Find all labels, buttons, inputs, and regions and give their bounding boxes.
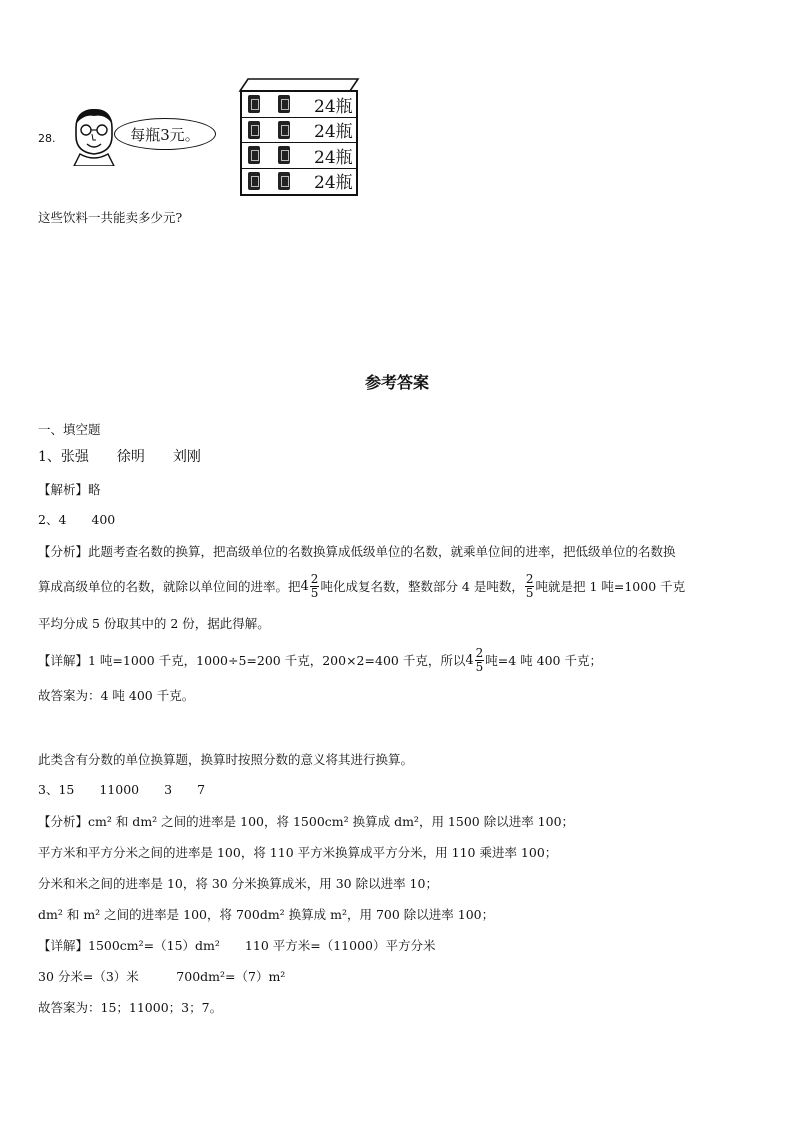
crate-row [242, 118, 356, 144]
beverage-crate [240, 90, 358, 196]
text-segment: 吨就是把 1 吨=1000 千克 [535, 579, 686, 594]
crate-row-label: 24瓶 [314, 96, 353, 117]
answer-3-detail-2: 30 分米=（3）米 700dm²=（7）m² [38, 969, 286, 984]
answer-2-note: 此类含有分数的单位换算题，换算时按照分数的意义将其进行换算。 [38, 752, 414, 767]
answer-2-line: 2、4 400 [38, 512, 116, 527]
question-prompt: 这些饮料一共能卖多少元? [38, 210, 183, 225]
mixed-number-whole: 4 [300, 578, 309, 594]
answer-2-detail [38, 642, 602, 678]
crate-row-label: 24瓶 [314, 147, 353, 168]
answer-3-analysis-2: 平方米和平方分米之间的进率是 100，将 110 平方米换算成平方分米，用 110 乘进率 100； [38, 845, 558, 860]
speech-bubble: 每瓶3元。 [114, 118, 216, 150]
answer-3-analysis-1: 【分析】cm² 和 dm² 之间的进率是 100，将 1500cm² 换算成 dm²，用 1500 除以进率 100； [38, 814, 575, 829]
bottle-icon [248, 172, 260, 190]
bottle-icon [278, 146, 290, 164]
bottle-icon [248, 146, 260, 164]
mixed-number-whole: 4 [465, 652, 474, 668]
answer-1-analysis: 【解析】略 [38, 482, 101, 497]
text-segment: 算成高级单位的名数，就除以单位间的进率。把 [38, 579, 301, 594]
answer-3-analysis-3: 分米和米之间的进率是 10，将 30 分米换算成米，用 30 除以进率 10； [38, 876, 438, 891]
crate-row [242, 92, 356, 118]
fraction-numerator: 2 [475, 645, 484, 660]
answer-1-line: 1、张强 徐明 刘刚 [38, 449, 201, 465]
bottle-icon [248, 95, 260, 113]
fraction [475, 647, 485, 674]
answer-2-analysis-p3: 平均分成 5 份取其中的 2 份，据此得解。 [38, 616, 270, 631]
bottle-icon [278, 172, 290, 190]
answer-2-analysis-p2 [38, 568, 685, 604]
fraction-denominator: 5 [475, 659, 484, 674]
section-heading: 一、填空题 [38, 422, 101, 437]
question-number: 28. [38, 132, 56, 145]
text-segment: 吨化成复名数，整数部分 4 是吨数， [320, 579, 524, 594]
crate-row-label: 24瓶 [314, 122, 353, 143]
fraction-denominator: 5 [525, 585, 534, 600]
fraction-denominator: 5 [310, 585, 319, 600]
answer-2-analysis-p1: 【分析】此题考查名数的换算，把高级单位的名数换算成低级单位的名数，就乘单位间的进率，把低级单位的名数换 [38, 544, 676, 559]
answers-title: 参考答案 [364, 373, 429, 392]
bottle-icon [248, 121, 260, 139]
fraction-numerator: 2 [310, 571, 319, 586]
crate-row [242, 143, 356, 169]
fraction [310, 573, 320, 600]
text-segment: 【详解】1 吨=1000 千克，1000÷5=200 千克，200×2=400 千克，所以 [38, 653, 466, 668]
question-illustration [66, 78, 366, 196]
fraction [525, 573, 535, 600]
bottle-icon [278, 121, 290, 139]
text-segment: 吨=4 吨 400 千克； [485, 653, 602, 668]
answer-2-answer: 故答案为：4 吨 400 千克。 [38, 688, 195, 703]
answer-3-line: 3、15 11000 3 7 [38, 782, 206, 797]
answer-3-answer: 故答案为：15；11000；3；7。 [38, 1000, 223, 1015]
answer-3-detail-1: 【详解】1500cm²=（15）dm² 110 平方米=（11000）平方分米 [38, 938, 436, 953]
fraction-numerator: 2 [525, 571, 534, 586]
answer-3-analysis-4: dm² 和 m² 之间的进率是 100，将 700dm² 换算成 m²，用 700 除以进率 100； [38, 907, 495, 922]
crate-row [242, 169, 356, 194]
bottle-icon [278, 95, 290, 113]
crate-row-label: 24瓶 [314, 173, 353, 194]
